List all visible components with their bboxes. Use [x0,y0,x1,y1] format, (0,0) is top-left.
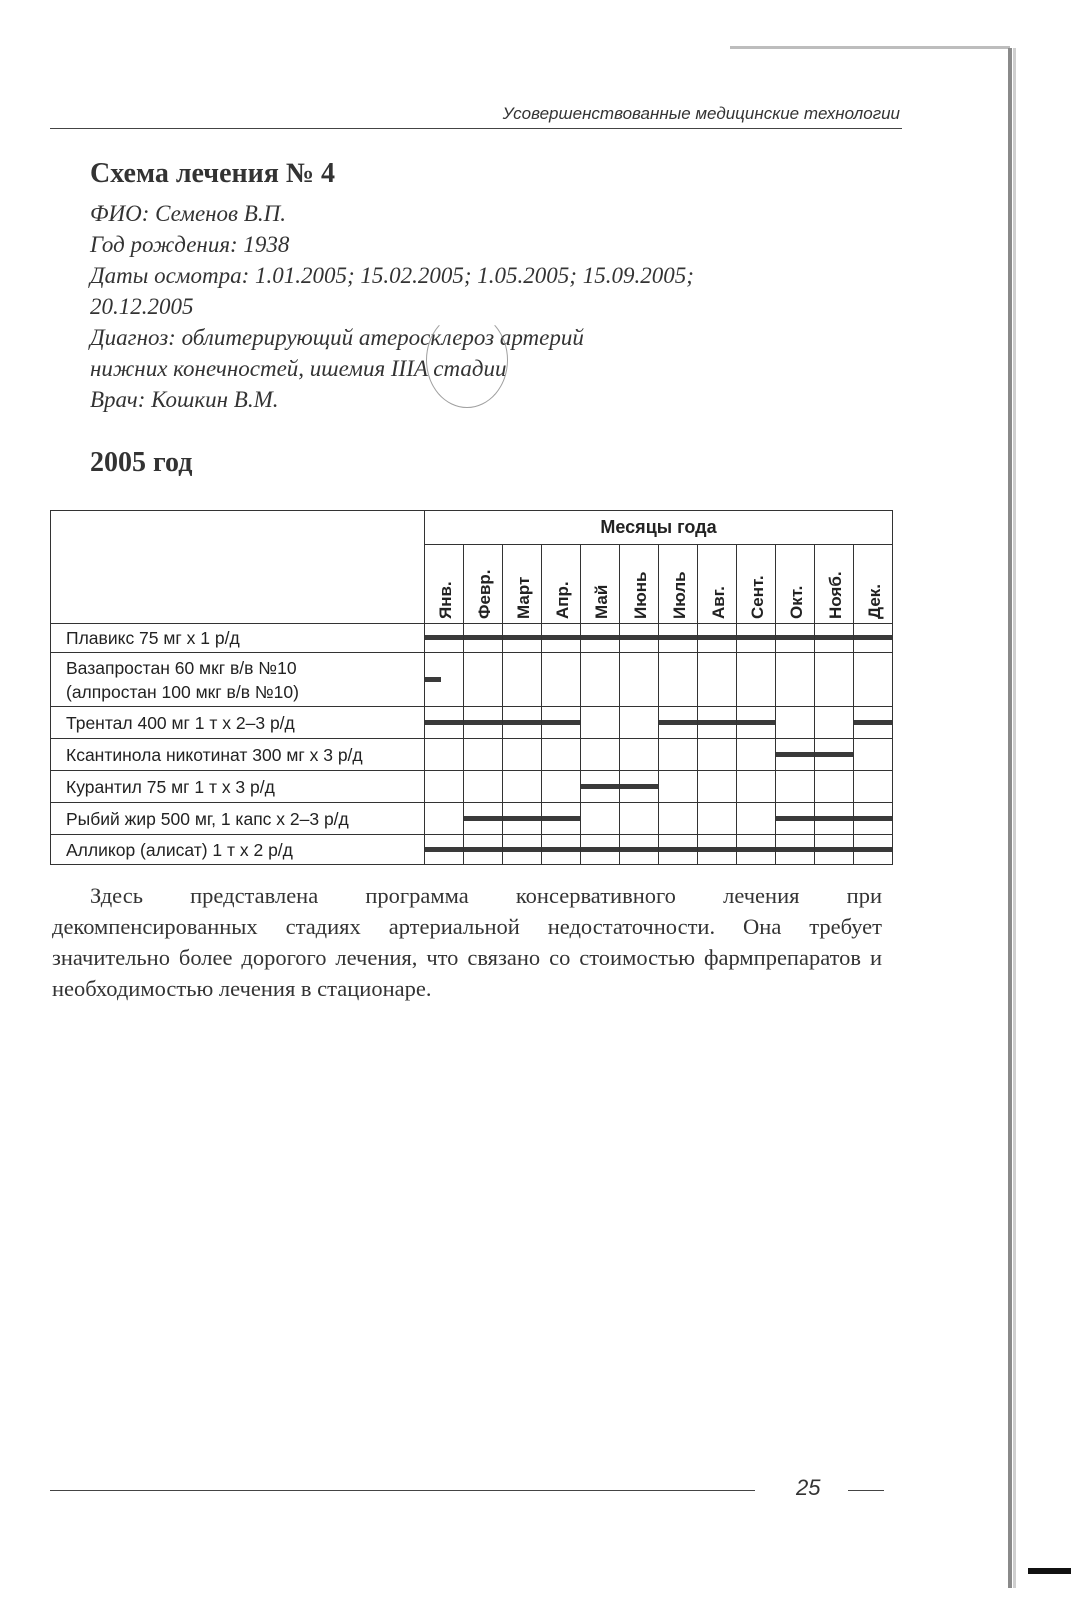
month-cell [698,771,737,803]
month-cell [503,653,542,707]
month-cell [737,624,776,653]
month-label: Янв. [436,581,455,619]
exam-dates: Даты осмотра: 1.01.2005; 15.02.2005; 1.05.2005; 15.09.2005; [90,263,694,288]
page-edge [1008,48,1012,1588]
month-cell [542,771,581,803]
treatment-period-bar [542,720,580,725]
month-label: Май [592,584,611,619]
month-cell [815,653,854,707]
month-cell [542,803,581,835]
month-cell [581,707,620,739]
body-paragraph: Здесь представлена программа консервативного лечения при декомпенсированных стадиях артериальной недостаточности. Она требует значительно более дорогого лечения, что связано со стоимостью фармпрепаратов и необходимостью лечения в стационаре. [52,883,882,1001]
month-cell [464,835,503,865]
page-title: Схема лечения № 4 [90,158,336,189]
treatment-period-bar [620,784,658,789]
month-cell [815,739,854,771]
drug-name-cell [51,624,425,653]
table-row [51,653,893,707]
month-cell [620,771,659,803]
month-header-cell [815,545,854,624]
month-cell [503,624,542,653]
month-cell [659,739,698,771]
month-label: Сент. [748,575,767,619]
treatment-period-bar [815,635,853,640]
treatment-period-bar [737,720,775,725]
page-edge-inner [1013,48,1016,1588]
table-row [51,803,893,835]
month-cell [542,653,581,707]
table-row [51,771,893,803]
month-cell [425,624,464,653]
month-cell [776,771,815,803]
treatment-period-bar [464,847,502,852]
month-cell [737,707,776,739]
month-cell [542,707,581,739]
month-header-cell [854,545,893,624]
month-cell [425,739,464,771]
month-cell [425,707,464,739]
patient-birth-year: Год рождения: 1938 [90,232,290,257]
drug-name: Плавикс 75 мг х 1 р/д [66,628,240,648]
months-header: Месяцы года [425,511,893,545]
drug-name: Вазапростан 60 мкг в/в №10 [66,657,297,678]
month-cell [854,624,893,653]
treatment-period-bar [503,635,541,640]
month-cell [854,835,893,865]
table-row [51,739,893,771]
treatment-schedule-table [50,510,893,865]
month-cell [776,653,815,707]
footer-dash [848,1490,884,1491]
month-cell [854,771,893,803]
month-cell [698,835,737,865]
month-label: Дек. [865,583,884,619]
month-cell [737,653,776,707]
month-cell [776,739,815,771]
month-cell [620,707,659,739]
month-cell [464,739,503,771]
drug-name-cell [51,835,425,865]
exam-dates-continued: 20.12.2005 [90,294,194,319]
page-edge-shadow [730,46,1010,49]
month-label: Июнь [631,571,650,619]
month-header-cell [503,545,542,624]
month-cell [698,707,737,739]
diagnosis: Диагноз: облитерирующий атеросклероз артерий [90,325,584,350]
table-row [51,624,893,653]
treatment-period-bar [776,752,814,757]
treatment-period-bar [581,784,619,789]
treatment-period-bar [776,635,814,640]
running-head: Усовершенствованные медицинские технологии [502,104,900,123]
month-header-cell [581,545,620,624]
month-header-cell [776,545,815,624]
treatment-period-bar [542,847,580,852]
month-cell [854,653,893,707]
month-cell [620,803,659,835]
treatment-period-bar [815,816,853,821]
treatment-period-bar [776,847,814,852]
month-header-cell [698,545,737,624]
treatment-period-bar [425,720,463,725]
month-header-cell [659,545,698,624]
drug-name: Рыбий жир 500 мг, 1 капс х 2–3 р/д [66,808,349,829]
treatment-period-bar [854,816,892,821]
drug-name-cell [51,739,425,771]
drug-name-alt: (алпростан 100 мкг в/в №10) [66,681,299,702]
treatment-period-bar [542,816,580,821]
drug-name: Алликор (алисат) 1 т х 2 р/д [66,839,293,860]
treatment-period-bar [659,635,697,640]
month-cell [737,771,776,803]
month-cell [581,803,620,835]
month-label: Окт. [787,585,806,619]
diagnosis-continued: нижних конечностей, ишемия IIIA стадии [90,356,507,381]
month-cell [698,739,737,771]
month-header-cell [620,545,659,624]
month-cell [854,707,893,739]
month-label: Авг. [709,586,728,619]
treatment-period-bar [425,847,463,852]
month-cell [620,624,659,653]
header-rule [50,128,902,129]
treatment-period-bar [620,635,658,640]
month-header-cell [425,545,464,624]
drug-name-cell [51,653,425,707]
treatment-period-bar [542,635,580,640]
treatment-period-bar [659,847,697,852]
month-cell [425,803,464,835]
month-header-cell [737,545,776,624]
treatment-period-bar [737,635,775,640]
month-cell [581,771,620,803]
month-cell [659,835,698,865]
drug-name-cell [51,803,425,835]
month-cell [464,771,503,803]
treatment-period-bar [464,720,502,725]
month-cell [503,739,542,771]
treatment-period-bar [698,635,736,640]
month-cell [620,739,659,771]
month-cell [659,803,698,835]
month-cell [815,624,854,653]
month-cell [698,624,737,653]
month-cell [698,653,737,707]
month-cell [815,771,854,803]
month-label: Нояб. [826,571,845,619]
month-cell [581,653,620,707]
table-row [51,707,893,739]
scan-corner-mark [1028,1568,1071,1574]
month-cell [776,707,815,739]
month-cell [815,803,854,835]
month-cell [503,835,542,865]
month-cell [815,707,854,739]
month-label: Март [514,576,533,619]
month-cell [464,624,503,653]
month-cell [776,803,815,835]
month-cell [542,835,581,865]
footer-rule [50,1490,755,1491]
treatment-period-bar [620,847,658,852]
month-cell [659,707,698,739]
treatment-period-bar [581,847,619,852]
treatment-period-bar [464,816,502,821]
month-cell [581,739,620,771]
month-cell [581,624,620,653]
patient-info [90,198,694,415]
treatment-period-bar [503,816,541,821]
month-cell [581,835,620,865]
drug-name-cell [51,707,425,739]
treatment-period-bar [698,720,736,725]
month-cell [542,624,581,653]
month-cell [425,771,464,803]
month-header-cell [464,545,503,624]
treatment-period-bar [776,816,814,821]
month-cell [659,624,698,653]
month-cell [620,653,659,707]
treatment-period-bar [815,752,853,757]
page-number: 25 [796,1475,821,1500]
treatment-period-bar [854,720,892,725]
month-cell [737,803,776,835]
month-cell [542,739,581,771]
month-cell [815,835,854,865]
month-cell [503,803,542,835]
month-label: Июль [670,571,689,619]
month-cell [425,835,464,865]
month-cell [659,653,698,707]
month-cell [425,653,464,707]
table-corner-cell [51,511,425,624]
treatment-period-bar [737,847,775,852]
month-cell [737,835,776,865]
month-cell [464,653,503,707]
year-heading: 2005 год [90,447,193,478]
month-cell [698,803,737,835]
month-cell [737,739,776,771]
drug-name-cell [51,771,425,803]
month-cell [620,835,659,865]
table-row [51,835,893,865]
treatment-period-bar [854,635,892,640]
month-cell [659,771,698,803]
treatment-period-bar [698,847,736,852]
treatment-period-bar [815,847,853,852]
treatment-period-bar [425,677,441,682]
month-cell [503,707,542,739]
month-cell [503,771,542,803]
treatment-period-bar [464,635,502,640]
month-label: Апр. [553,581,572,619]
month-cell [776,624,815,653]
treatment-period-bar [854,847,892,852]
month-cell [776,835,815,865]
treatment-period-bar [425,635,463,640]
treatment-period-bar [581,635,619,640]
patient-name: ФИО: Семенов В.П. [90,201,286,226]
month-cell [464,707,503,739]
drug-name: Курантил 75 мг 1 т х 3 р/д [66,776,275,797]
pen-circle-mark [426,312,508,408]
doctor: Врач: Кошкин В.М. [90,387,279,412]
month-cell [854,739,893,771]
treatment-period-bar [503,720,541,725]
month-cell [854,803,893,835]
month-cell [464,803,503,835]
drug-name: Ксантинола никотинат 300 мг х 3 р/д [66,744,363,765]
drug-name: Трентал 400 мг 1 т х 2–3 р/д [66,712,295,733]
month-header-cell [542,545,581,624]
month-label: Февр. [475,569,494,619]
treatment-period-bar [503,847,541,852]
treatment-period-bar [659,720,697,725]
